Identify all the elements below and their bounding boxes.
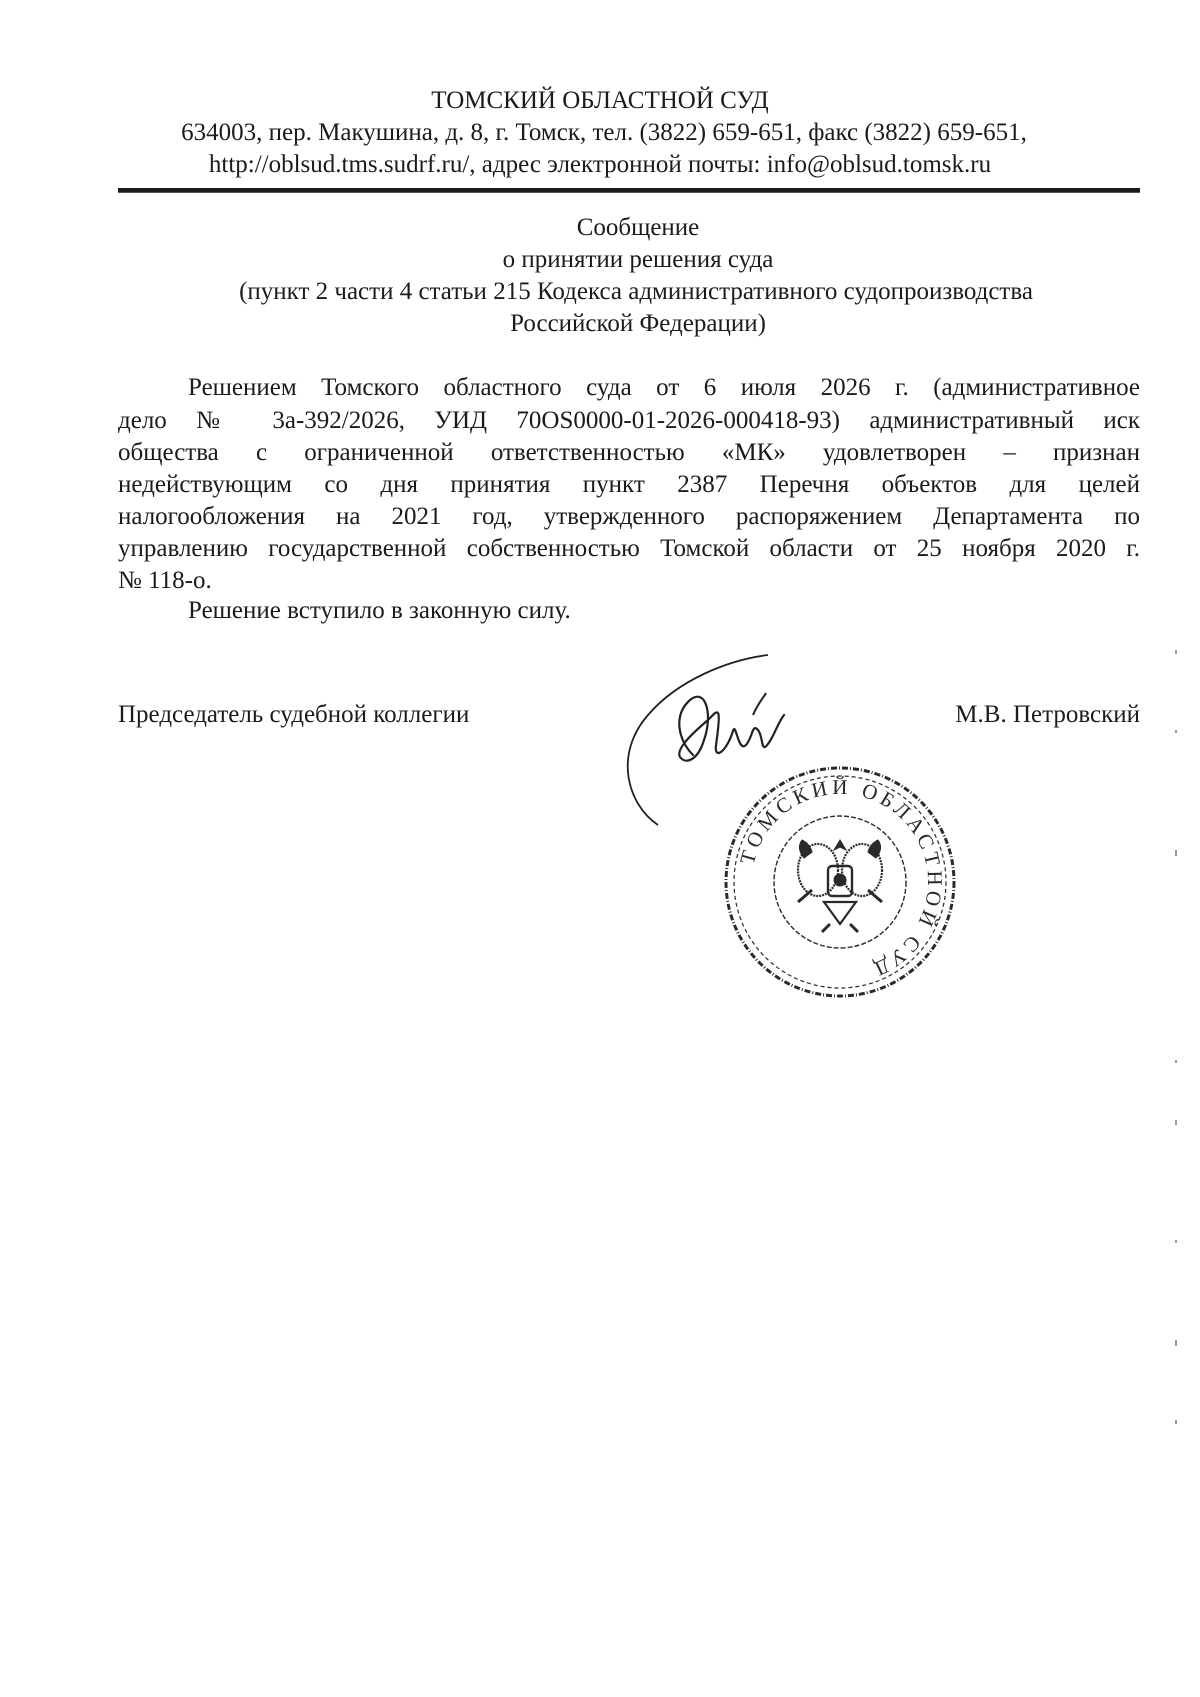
- legal-basis-line-continued: Российской Федерации): [510, 310, 766, 337]
- seal-ring-text: ТОМСКИЙ ОБЛАСТНОЙ СУД: [734, 774, 948, 983]
- court-seal: [720, 762, 960, 1002]
- court-name: ТОМСКИЙ ОБЛАСТНОЙ СУД: [431, 87, 769, 114]
- header-divider: [118, 188, 1140, 193]
- decision-text-line: № 118-о.: [118, 567, 212, 594]
- court-contacts: http://oblsud.tms.sudrf.ru/, адрес электронной почты: info@oblsud.tomsk.ru: [208, 151, 992, 178]
- decision-text-line: дело № 3а-392/2026, УИД 70OS0000-01-2026-000418-93) административный иск: [118, 407, 1140, 434]
- decision-text-line: общества с ограниченной ответственностью «МК» удовлетворен – признан: [118, 439, 1140, 466]
- document-title: Сообщение: [576, 214, 700, 241]
- decision-text-line: недействующим со дня принятия пункт 2387 Перечня объектов для целей: [118, 471, 1140, 498]
- signer-position: Председатель судебной коллегии: [118, 701, 470, 728]
- decision-text-line: Решением Томского областного суда от 6 июля 2026 г. (административное: [188, 374, 1140, 401]
- double-headed-eagle-icon: [798, 840, 882, 932]
- scan-artifact-marks: [1170, 640, 1182, 1460]
- decision-text-line: управлению государственной собственностью Томской области от 25 ноября 2020 г.: [118, 535, 1140, 562]
- legal-basis-line: (пункт 2 части 4 статьи 215 Кодекса административного судопроизводства: [239, 278, 1033, 305]
- legal-force-statement: Решение вступило в законную силу.: [188, 597, 571, 624]
- court-address: 634003, пер. Макушина, д. 8, г. Томск, тел. (3822) 659-651, факс (3822) 659-651,: [181, 119, 1027, 146]
- signer-name: М.В. Петровский: [955, 701, 1140, 728]
- document-subtitle: о принятии решения суда: [502, 246, 774, 273]
- decision-text-line: налогообложения на 2021 год, утвержденного распоряжением Департамента по: [118, 503, 1140, 530]
